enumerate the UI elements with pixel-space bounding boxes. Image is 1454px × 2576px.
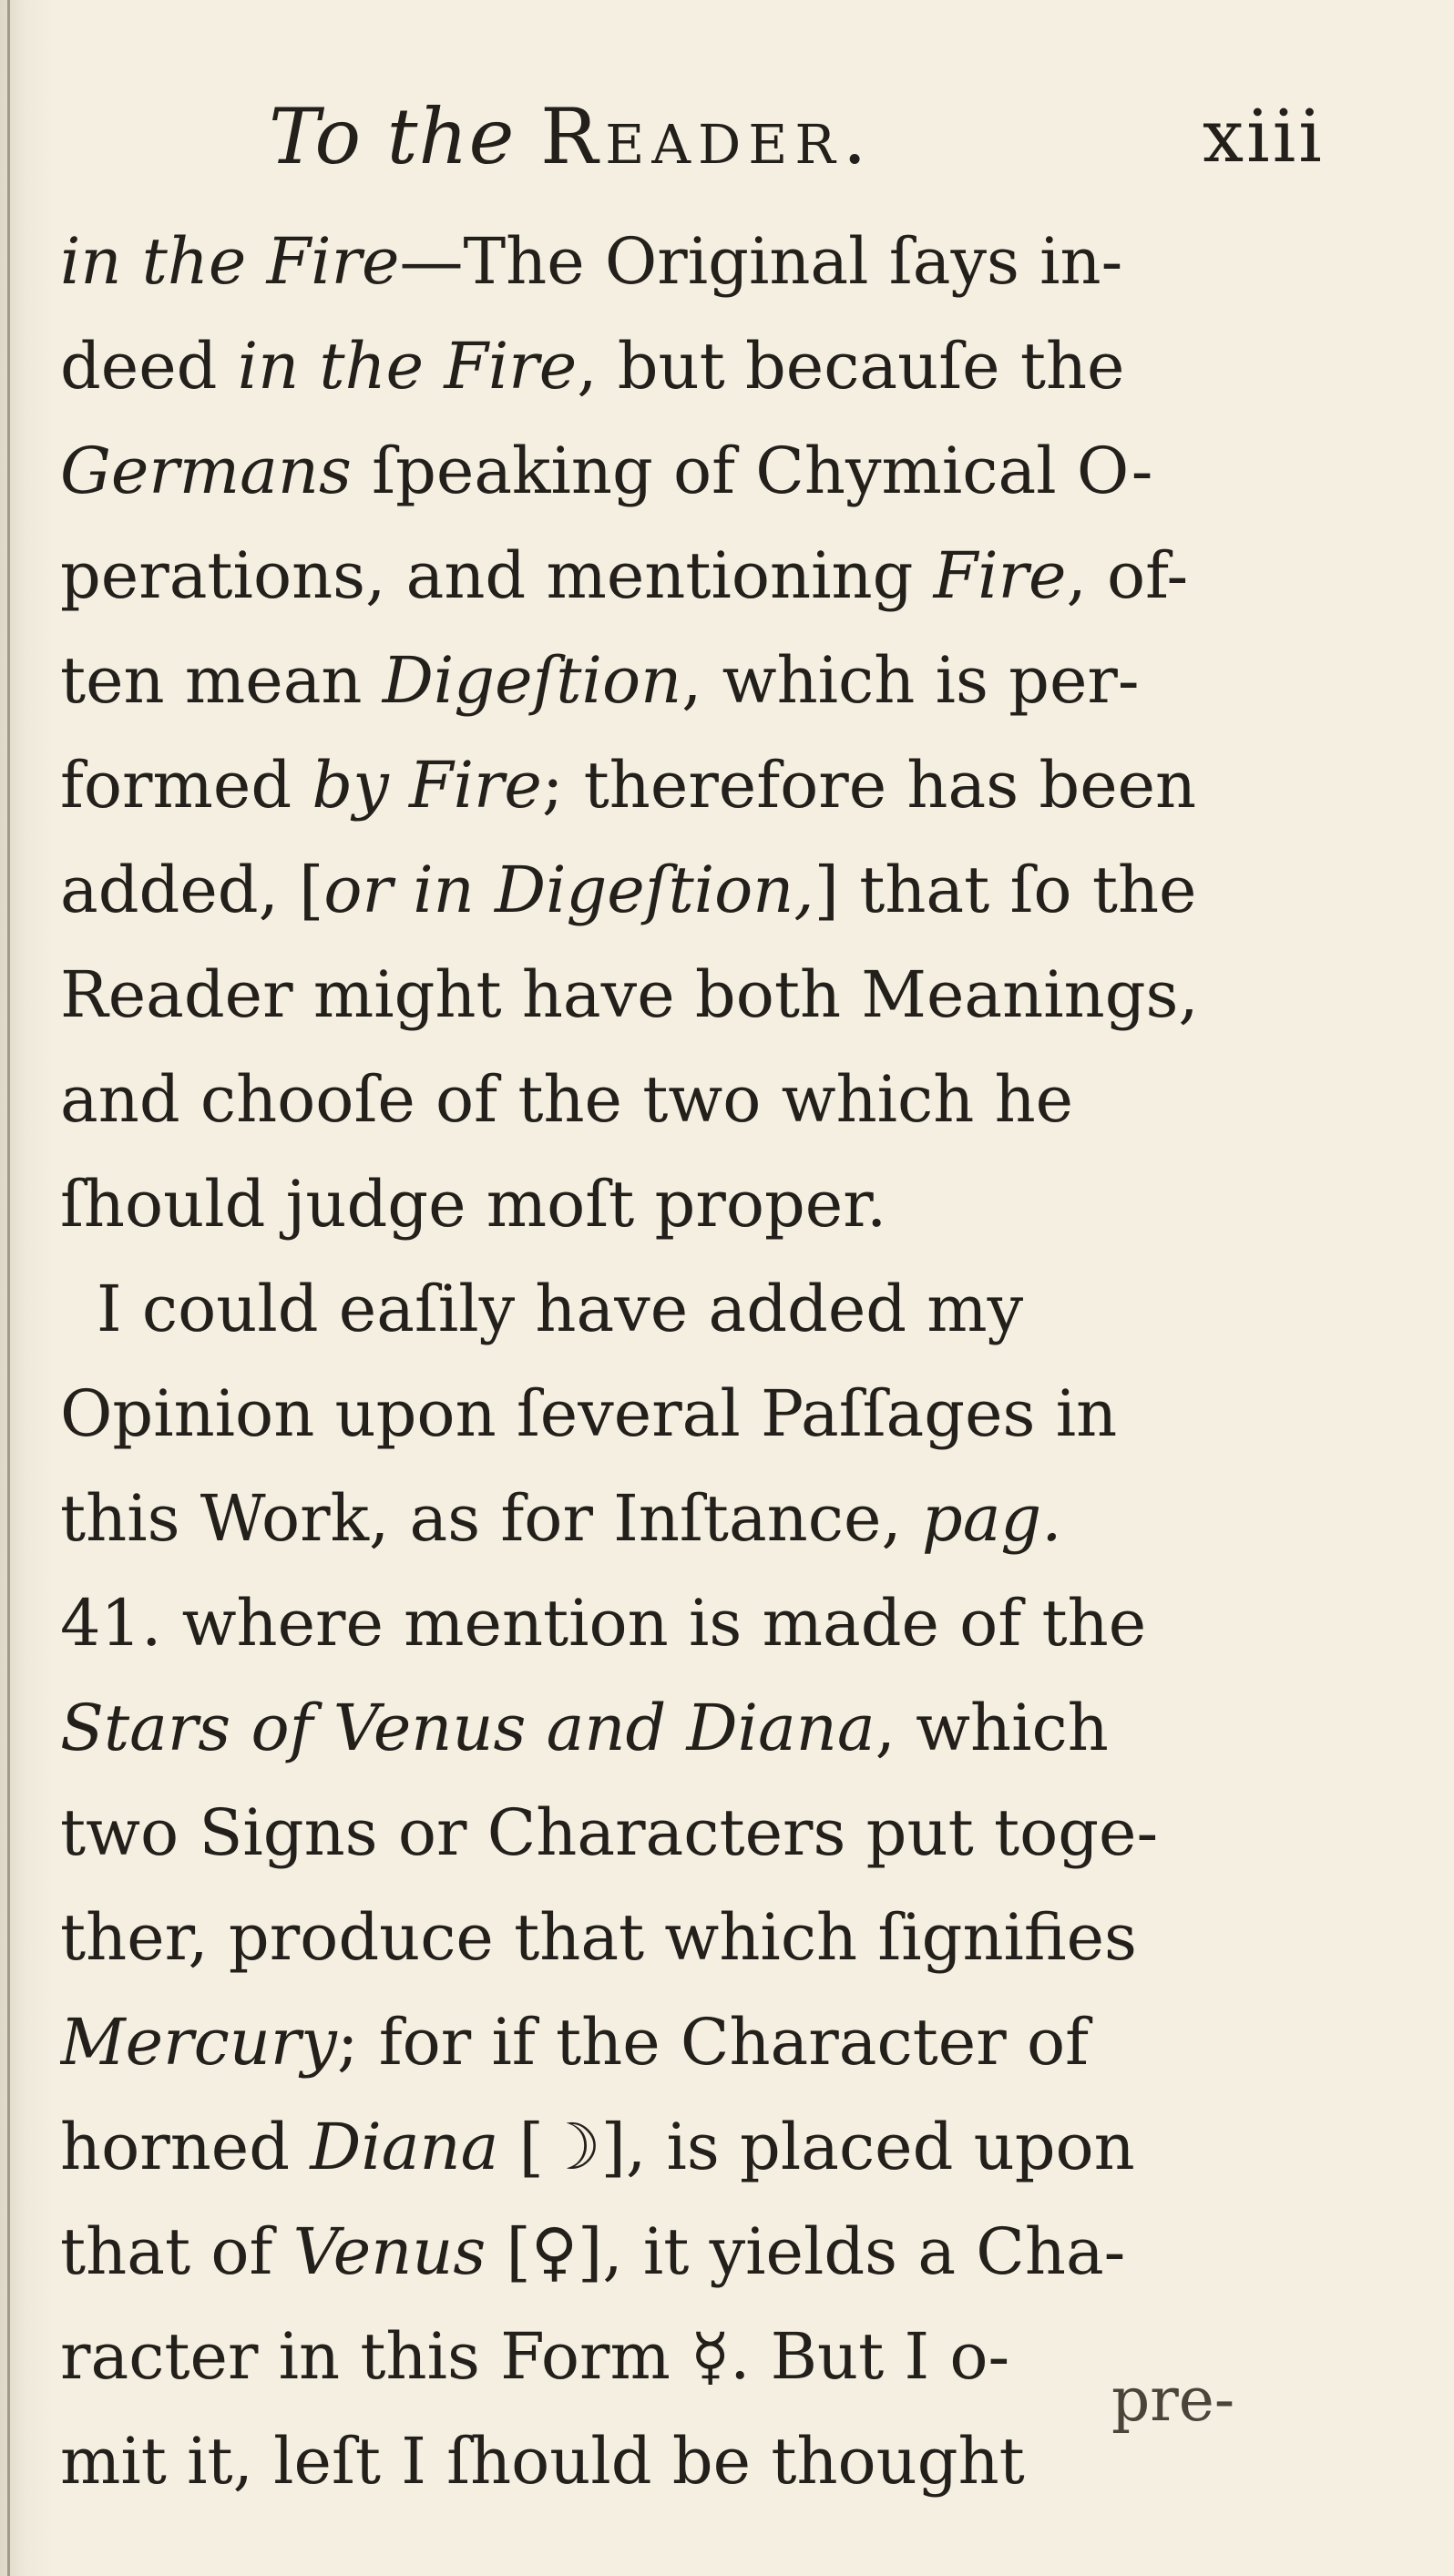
text-line	[60, 2305, 1254, 2409]
text-span: Opinion upon ſeveral Paſſages in	[60, 1376, 1118, 1451]
text-line	[60, 210, 1254, 314]
body-text	[60, 210, 1254, 2514]
text-line	[60, 524, 1254, 629]
text-span: —The Original ſays in-	[399, 224, 1123, 299]
text-span: deed	[60, 329, 238, 404]
page-number: xiii	[1203, 94, 1325, 179]
running-head-word-to: To	[269, 92, 363, 181]
italic-text: Germans	[60, 434, 352, 508]
text-span: perations, and mentioning	[60, 538, 934, 613]
italic-text: Mercury	[60, 2005, 337, 2080]
italic-text: by Fire	[312, 748, 542, 823]
text-span: [♀], it yields a Cha-	[486, 2214, 1126, 2289]
italic-text: Fire	[933, 538, 1067, 613]
text-line	[60, 2200, 1254, 2305]
text-line	[60, 1676, 1254, 1781]
text-span: ; therefore has been	[541, 748, 1197, 823]
italic-text: Digeſtion	[382, 643, 682, 718]
text-line	[60, 1990, 1254, 2095]
text-span: this Work, as for Inſtance,	[60, 1481, 922, 1556]
text-line	[60, 1362, 1254, 1467]
text-line	[60, 1781, 1254, 1886]
text-span: , of-	[1066, 538, 1189, 613]
text-span: , which is per-	[681, 643, 1140, 718]
running-head	[0, 73, 1454, 200]
text-line	[60, 1257, 1254, 1362]
running-head-word-the: the	[386, 92, 516, 181]
text-span: ; for if the Character of	[336, 2005, 1089, 2080]
text-line	[60, 629, 1254, 733]
page-gutter-edge	[7, 0, 10, 2576]
text-line	[60, 1886, 1254, 1990]
text-span: 41. where mention is made of the	[60, 1586, 1147, 1661]
text-line	[60, 314, 1254, 419]
text-line	[60, 838, 1254, 943]
catchword: pre-	[1111, 2365, 1235, 2435]
text-span: ſpeaking of Chymical O-	[351, 434, 1153, 508]
text-span: and chooſe of the two which he	[60, 1062, 1074, 1137]
text-line	[60, 1048, 1254, 1152]
text-line	[60, 2095, 1254, 2200]
text-line	[60, 943, 1254, 1048]
italic-text: in the Fire	[237, 329, 578, 404]
text-line	[60, 419, 1254, 524]
italic-text: pag.	[921, 1481, 1062, 1556]
text-span: ten mean	[60, 643, 383, 718]
text-span: Reader might have both Meanings,	[60, 957, 1199, 1032]
italic-text: in the Fire	[60, 224, 400, 299]
text-line	[60, 2409, 1254, 2514]
text-span: , which	[875, 1691, 1109, 1765]
text-span: I could eaſily have added my	[97, 1272, 1024, 1346]
text-line	[60, 733, 1254, 838]
text-span: [☽], is placed upon	[498, 2110, 1135, 2184]
text-span: formed	[60, 748, 312, 823]
text-span: two Signs or Characters put toge-	[60, 1795, 1159, 1870]
text-span: , but becauſe the	[577, 329, 1125, 404]
text-line	[60, 1571, 1254, 1676]
text-span: ſhould judge moſt proper.	[60, 1167, 887, 1242]
italic-text: Stars of Venus and Diana	[60, 1691, 875, 1765]
text-span: added, [	[60, 853, 324, 927]
italic-text: Diana	[310, 2110, 499, 2184]
italic-text: or in Digeſtion,	[323, 853, 814, 927]
running-head-title	[269, 73, 874, 200]
text-line	[60, 1152, 1254, 1257]
running-head-word-reader: Reader.	[540, 92, 875, 181]
text-span: that of	[60, 2214, 293, 2289]
text-span: ther, produce that which ſignifies	[60, 1900, 1137, 1975]
text-span: horned	[60, 2110, 311, 2184]
text-span: mit it, leſt I ſhould be thought	[60, 2424, 1025, 2499]
text-span: racter in this Form ☿. But I o-	[60, 2319, 1010, 2394]
italic-text: Venus	[292, 2214, 486, 2289]
text-line	[60, 1467, 1254, 1571]
text-span: ] that ſo the	[814, 853, 1197, 927]
